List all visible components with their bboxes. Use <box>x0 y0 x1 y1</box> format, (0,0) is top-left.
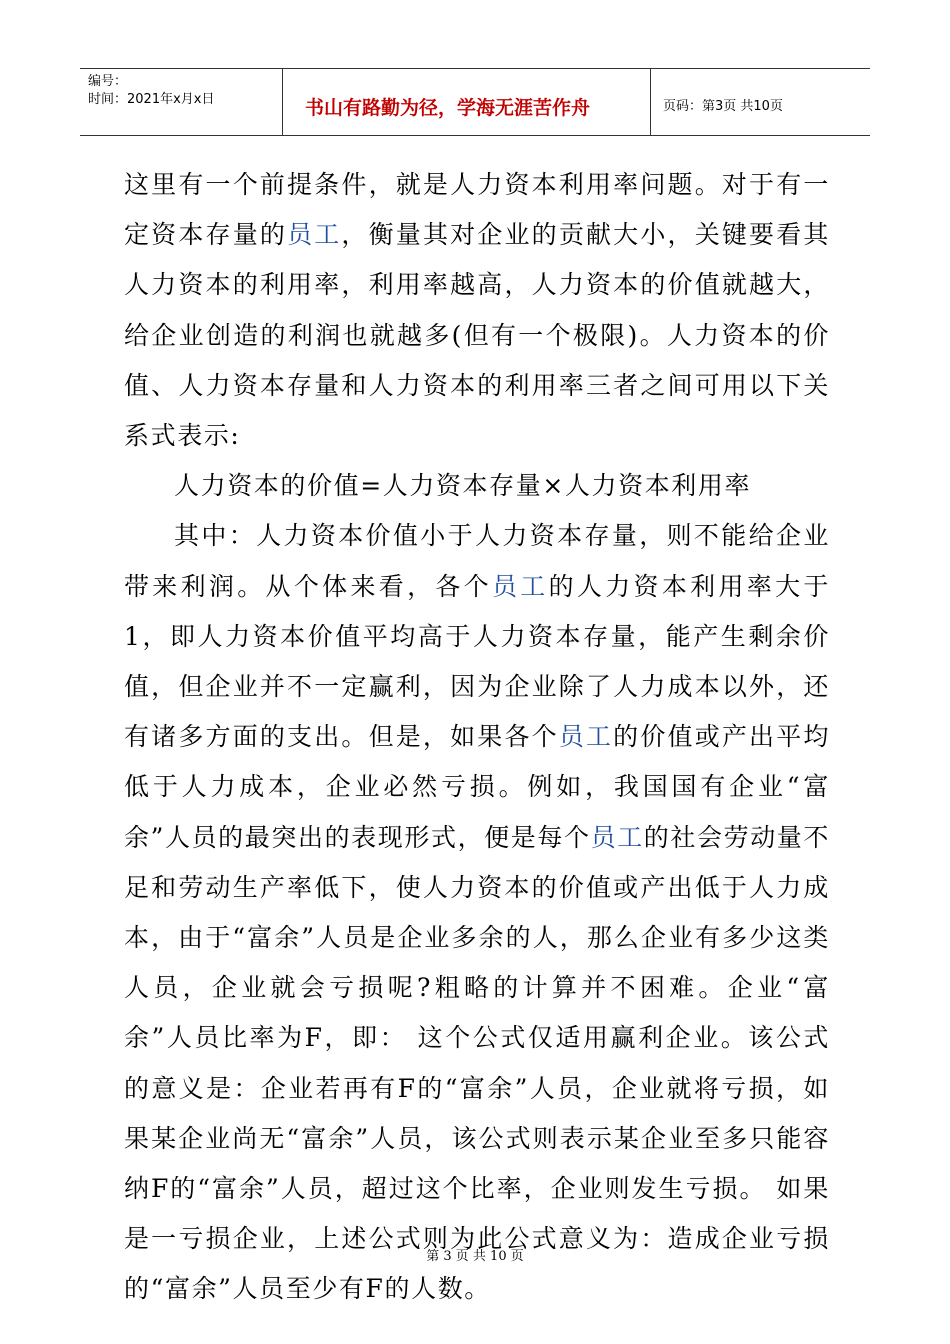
header-page-cell <box>651 69 870 135</box>
employee-link[interactable]: 员工 <box>590 822 644 852</box>
paragraph-1-text-a: 这里有一个前提条件，就是人力资本利用率问题。对于有一定资本存量的 <box>124 170 830 250</box>
header-meta <box>80 69 282 135</box>
employee-link[interactable]: 员工 <box>558 722 614 752</box>
date-label: 时间：2021年x月x日 <box>88 92 215 107</box>
paragraph-3-text-d: 的社会劳动量不足和劳动生产率低下，使人力资本的价值或产出低于人力成本，由于“富余”人员是企业多余的人，那么企业有多少这类人员，企业就会亏损呢?粗略的计算并不困难。企业“富余”人员比率为F，即： 这个公式仅适用赢利企业。该公式的意义是：企业若再有F的“富余”人员，企业就将亏损，如果某企业尚无“富余”人员，该公式则表示某企业至多只能容纳F的“富余”人员，超过这个比率，企业则发生亏损。 如果是一亏损企业，上述公式则为此公式意义为：造成企业亏损的“富余”人员至少有F的人数。 <box>124 822 830 1304</box>
paragraph-1-text-b: ，衡量其对企业的贡献大小，关键要看其人力资本的利用率，利用率越高，人力资本的价值就越大，给企业创造的利润也就越多(但有一个极限)。人力资本的价值、人力资本存量和人力资本的利用率三者之间可用以下关系式表示: <box>124 220 830 451</box>
paragraph-1 <box>124 160 830 461</box>
header-page-label: 页码：第3页 共10页 <box>663 99 783 114</box>
header-motto: 书山有路勤为径，学海无涯苦作舟 <box>305 97 591 119</box>
page-header <box>80 68 870 136</box>
document-body <box>124 160 830 1315</box>
code-label: 编号： <box>88 74 128 89</box>
employee-link[interactable]: 员工 <box>492 571 549 601</box>
paragraph-3-text-b: 的人力资本利用率大于1，即人力资本价值平均高于人力资本存量，能产生剩余价值，但企业并不一定赢利，因为企业除了人力成本以外，还有诸多方面的支出。但是，如果各个 <box>124 571 830 752</box>
paragraph-3-text-a: 其中：人力资本价值小于人力资本存量，则不能给企业带来利润。从个体来看，各个 <box>124 521 830 601</box>
page-footer: 第 3 页 共 10 页 <box>426 1249 524 1264</box>
header-motto-cell <box>282 69 651 135</box>
formula-line: 人力资本的价值=人力资本存量×人力资本利用率 <box>174 471 752 501</box>
paragraph-3-text-c: 的价值或产出平均低于人力成本，企业必然亏损。例如，我国国有企业“富余”人员的最突出的表现形式，便是每个 <box>124 722 830 852</box>
paragraph-3 <box>124 511 830 1314</box>
employee-link[interactable]: 员工 <box>287 220 342 250</box>
